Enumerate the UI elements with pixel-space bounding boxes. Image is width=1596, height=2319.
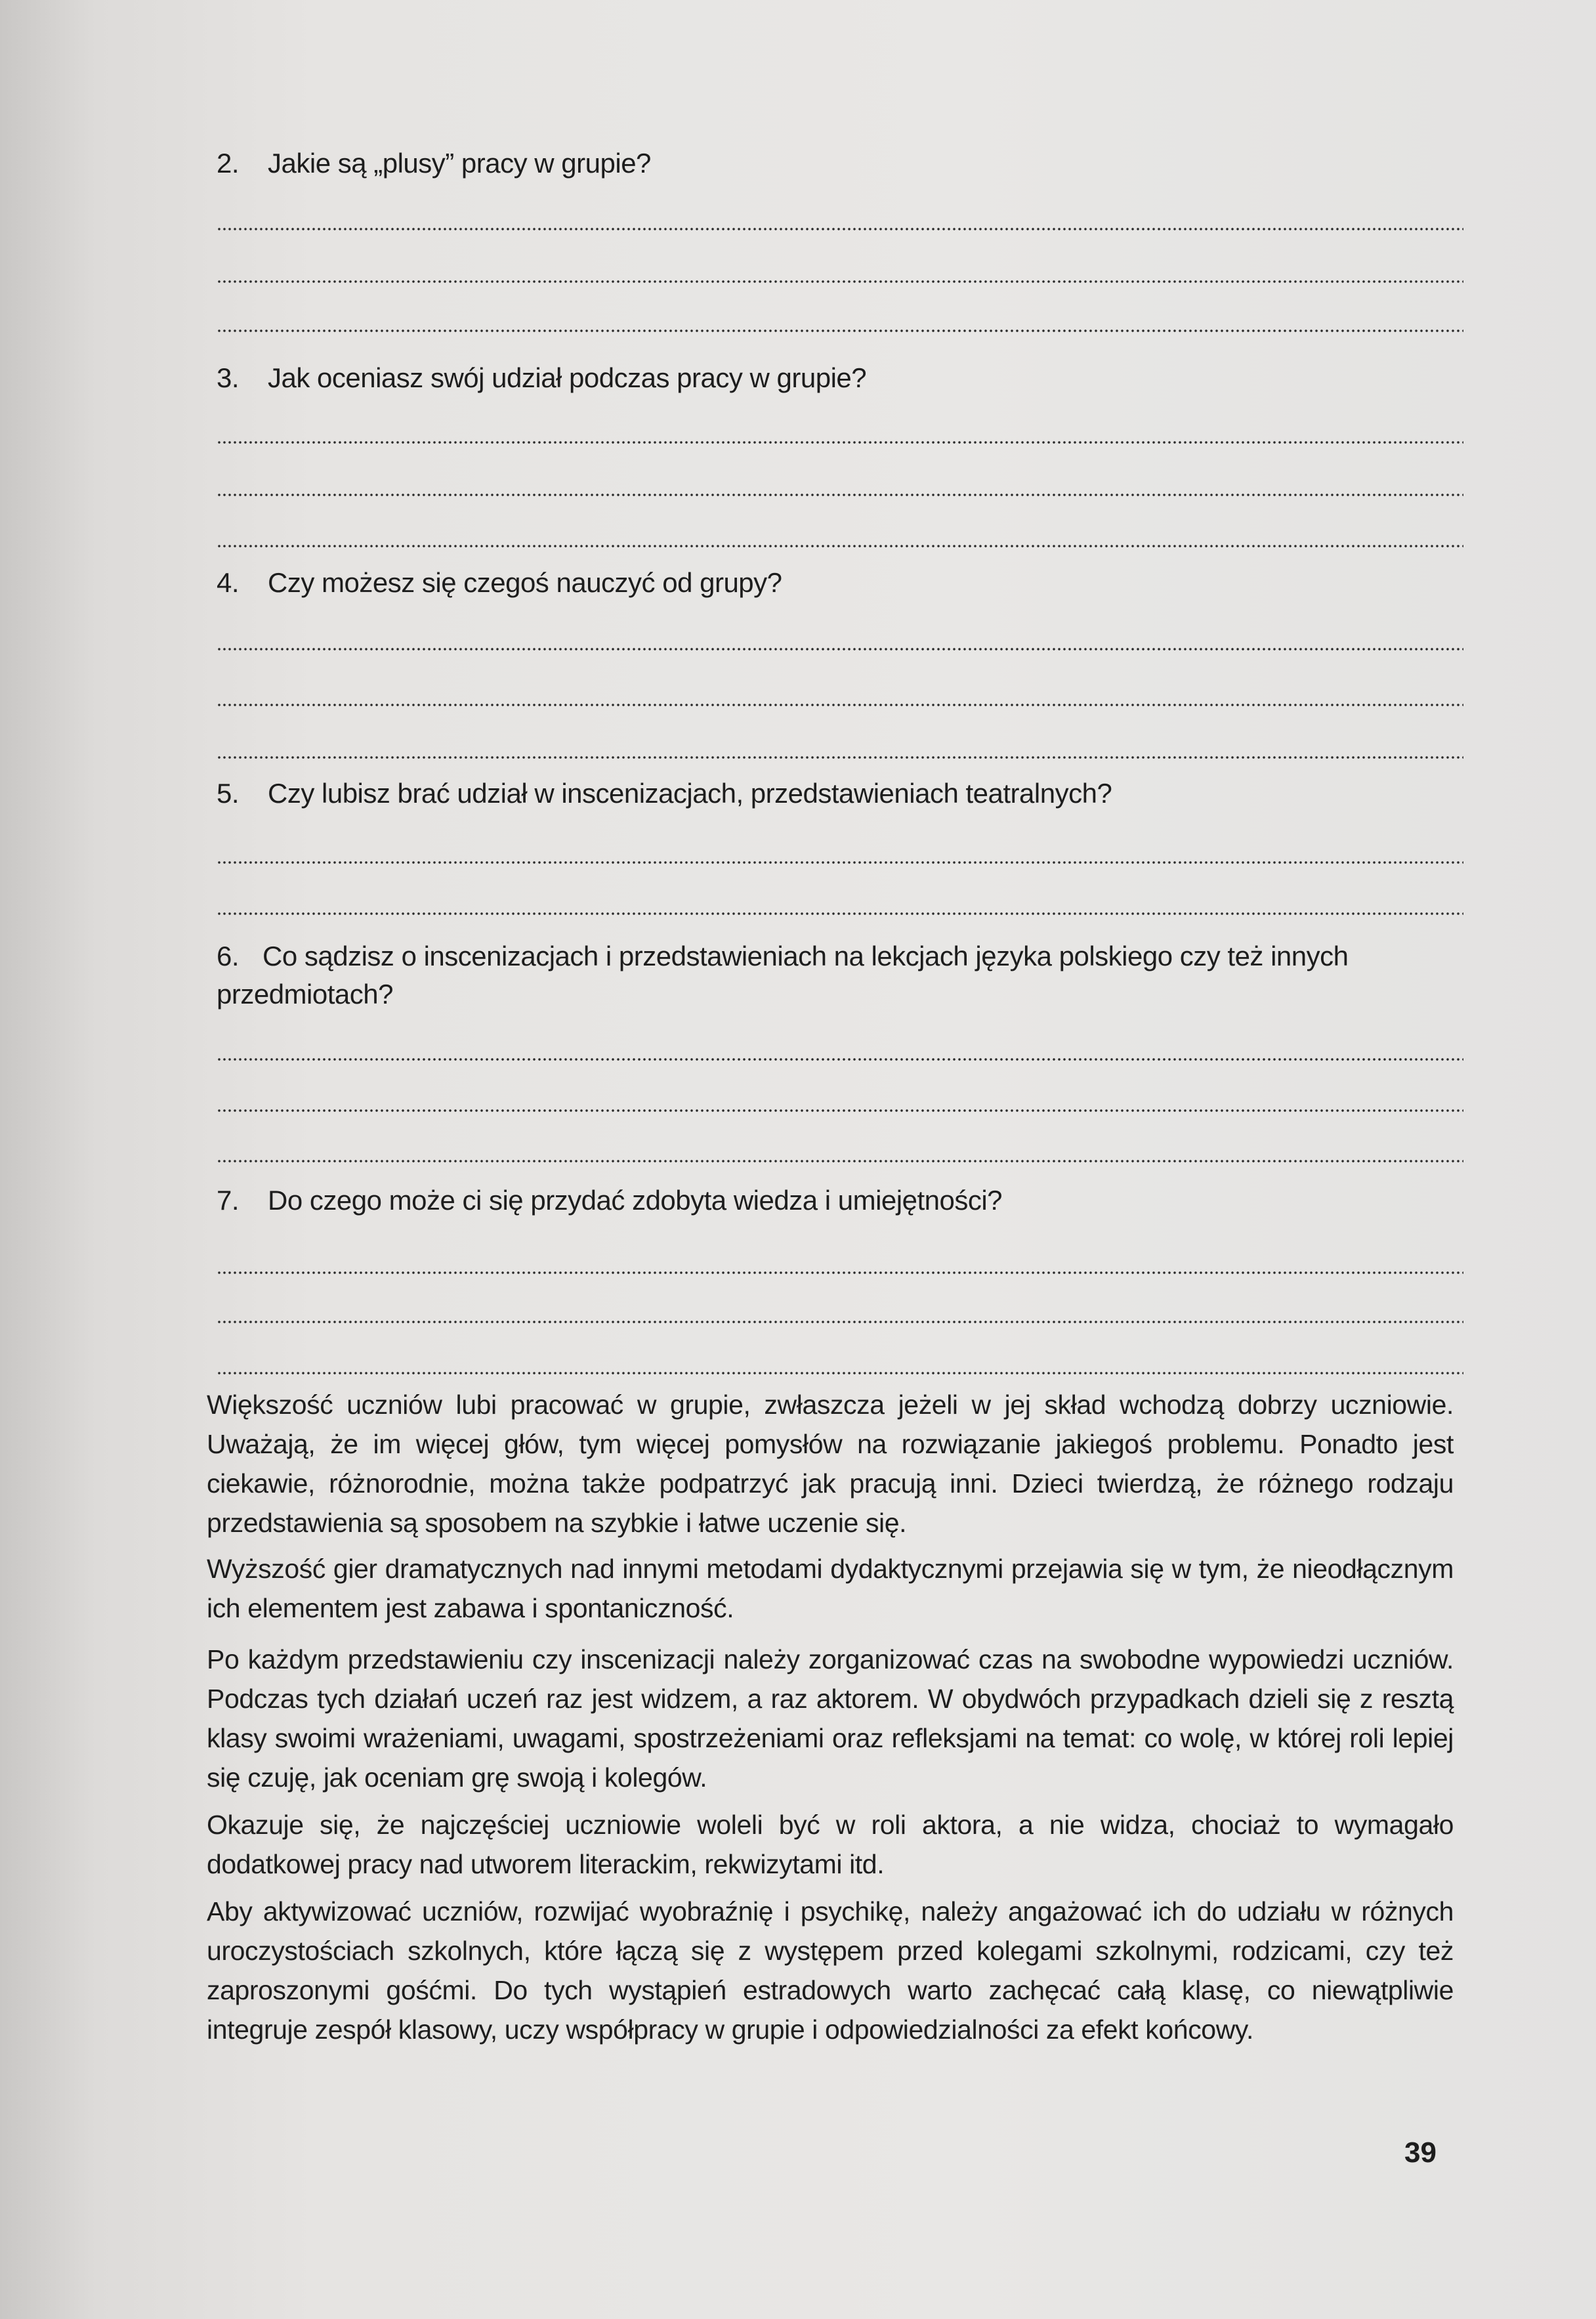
question-4 <box>217 567 782 599</box>
question-number: 5. <box>217 778 240 809</box>
answer-line[interactable] <box>217 702 1463 708</box>
question-text: Jak oceniasz swój udział podczas pracy w grupie? <box>268 362 867 393</box>
answer-line[interactable] <box>217 1371 1463 1376</box>
question-number: 6. <box>217 941 240 971</box>
paragraph: Po każdym przedstawieniu czy inscenizacji należy zorganizować czas na swobodne wypowiedzi uczniów. Podczas tych działań uczeń raz jest widzem, a raz aktorem. W obydwóch przypadkach dzieli się z resztą klasy swoimi wrażeniami, uwagami, spostrzeżeniami oraz refleksjami na temat: co wolę, w której roli lepiej się czuję, jak oceniam grę swoją i kolegów. <box>207 1644 1454 1793</box>
question-number: 3. <box>217 362 240 393</box>
answer-line[interactable] <box>217 440 1463 445</box>
answer-line[interactable] <box>217 279 1463 284</box>
answer-line[interactable] <box>217 328 1463 333</box>
question-number: 2. <box>217 148 240 179</box>
paragraph: Okazuje się, że najczęściej uczniowie woleli być w roli aktora, a nie widza, chociaż to wymagało dodatkowej pracy nad utworem literackim, rekwizytami itd. <box>207 1810 1454 1879</box>
page-number: 39 <box>1404 2137 1437 2169</box>
answer-line[interactable] <box>217 543 1463 549</box>
answer-line[interactable] <box>217 911 1463 916</box>
answer-line[interactable] <box>217 1108 1463 1113</box>
paragraph: Wyższość gier dramatycznych nad innymi metodami dydaktycznymi przejawia się w tym, że nieodłącznym ich elementem jest zabawa i spontaniczność. <box>207 1554 1454 1623</box>
answer-line[interactable] <box>217 1270 1463 1275</box>
question-5 <box>217 778 1112 809</box>
question-text: Co sądzisz o inscenizacjach i przedstawieniach na lekcjach języka polskiego czy też innych przedmiotach? <box>217 941 1349 1010</box>
question-text: Czy możesz się czegoś nauczyć od grupy? <box>268 567 782 598</box>
answer-line[interactable] <box>217 1319 1463 1325</box>
question-7 <box>217 1185 1002 1216</box>
answer-line[interactable] <box>217 492 1463 498</box>
question-number: 7. <box>217 1185 240 1216</box>
answer-line[interactable] <box>217 755 1463 760</box>
paragraph: Aby aktywizować uczniów, rozwijać wyobraźnię i psychikę, należy angażować ich do udziału w różnych uroczystościach szkolnych, które łączą się z występem przed kolegami szkolnymi, rodzicami, czy też zaproszonymi gośćmi. Do tych wystąpień estradowych warto zachęcać całą klasę, co niewątpliwie integruje zespół klasowy, uczy współpracy w grupie i odpowiedzialności za efekt końcowy. <box>207 1896 1454 2045</box>
question-6 <box>217 937 1463 1013</box>
answer-line[interactable] <box>217 226 1463 232</box>
question-number: 4. <box>217 567 240 598</box>
answer-line[interactable] <box>217 1159 1463 1164</box>
question-text: Jakie są „plusy” pracy w grupie? <box>268 148 651 179</box>
paragraph: Większość uczniów lubi pracować w grupie, zwłaszcza jeżeli w jej skład wchodzą dobrzy uczniowie. Uważają, że im więcej głów, tym więcej pomysłów na rozwiązanie jakiegoś problemu. Ponadto jest ciekawie, różnorodnie, można także podpatrzyć jak pracują inni. Dzieci twierdzą, że różnego rodzaju przedstawienia są sposobem na szybkie i łatwe uczenie się. <box>207 1390 1454 1538</box>
answer-line[interactable] <box>217 647 1463 652</box>
body-text <box>207 1385 1454 2049</box>
question-2 <box>217 148 651 179</box>
question-3 <box>217 362 866 394</box>
question-text: Do czego może ci się przydać zdobyta wiedza i umiejętności? <box>268 1185 1003 1216</box>
answer-line[interactable] <box>217 1057 1463 1062</box>
answer-line[interactable] <box>217 860 1463 865</box>
question-text: Czy lubisz brać udział w inscenizacjach, przedstawieniach teatralnych? <box>268 778 1112 809</box>
